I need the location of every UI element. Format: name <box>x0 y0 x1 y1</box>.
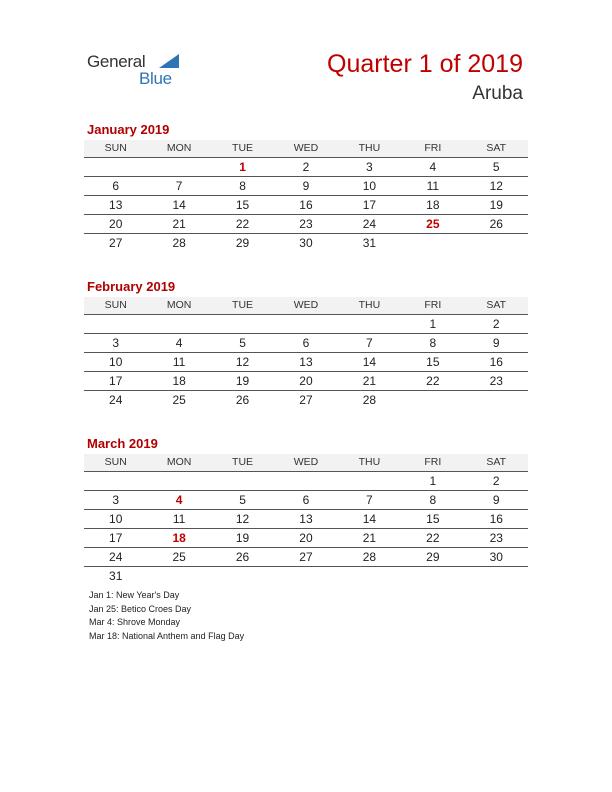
day-cell: 29 <box>235 236 250 250</box>
day-cell: 27 <box>299 393 313 407</box>
day-cell: 9 <box>492 493 500 507</box>
day-cell: 2 <box>492 474 500 488</box>
holiday-day-cell: 1 <box>239 160 246 174</box>
day-cell: 21 <box>362 374 377 388</box>
day-cell: 11 <box>172 355 186 369</box>
weekday-label: SUN <box>104 299 127 311</box>
day-cell: 6 <box>112 179 120 193</box>
week-row <box>84 177 528 196</box>
holiday-notes <box>89 589 244 643</box>
week-row <box>84 215 528 234</box>
month-march <box>84 434 528 585</box>
logo-text-general: General <box>87 52 146 71</box>
weekday-label: MON <box>166 142 192 154</box>
day-cell <box>274 472 337 490</box>
day-cell: 22 <box>426 531 440 545</box>
weekday-label: TUE <box>232 299 254 311</box>
day-cell: 26 <box>235 550 250 564</box>
day-cell: 9 <box>492 336 500 350</box>
month-february <box>84 277 528 409</box>
week-row <box>84 567 528 585</box>
day-cell: 5 <box>239 493 246 507</box>
weekday-label: THU <box>358 142 381 154</box>
day-cell: 25 <box>172 550 186 564</box>
holiday-note: Mar 4: Shrove Monday <box>89 617 181 627</box>
day-cell: 24 <box>109 550 123 564</box>
day-cell: 3 <box>112 336 120 350</box>
weekday-label: WED <box>293 142 319 154</box>
day-cell: 18 <box>426 198 440 212</box>
weekday-label: FRI <box>424 456 442 468</box>
day-cell: 16 <box>299 198 313 212</box>
weekday-label: TUE <box>232 142 254 154</box>
week-row <box>84 391 528 409</box>
month-january <box>84 120 528 252</box>
holiday-note: Mar 18: National Anthem and Flag Day <box>89 630 245 641</box>
country-name: Aruba <box>472 83 523 104</box>
day-cell: 12 <box>235 512 250 526</box>
day-cell: 2 <box>492 317 500 331</box>
weekday-label: TUE <box>232 456 254 468</box>
month-title: January 2019 <box>87 122 170 137</box>
day-cell: 31 <box>109 569 123 583</box>
day-cell: 25 <box>172 393 186 407</box>
day-cell: 10 <box>109 355 123 369</box>
day-cell: 19 <box>489 198 503 212</box>
day-cell: 4 <box>175 336 183 350</box>
day-cell: 12 <box>489 179 503 193</box>
day-cell: 22 <box>426 374 440 388</box>
day-cell: 19 <box>235 531 250 545</box>
day-cell: 20 <box>299 531 313 545</box>
week-row <box>84 158 528 177</box>
day-cell: 6 <box>302 493 310 507</box>
day-cell: 22 <box>235 217 250 231</box>
week-row <box>84 548 528 567</box>
day-cell <box>465 567 528 585</box>
day-cell: 13 <box>299 512 313 526</box>
day-cell <box>338 315 401 333</box>
day-cell <box>147 472 210 490</box>
day-cell <box>211 315 274 333</box>
day-cell: 17 <box>109 374 123 388</box>
day-cell <box>211 567 274 585</box>
day-cell: 28 <box>172 236 186 250</box>
day-cell <box>338 472 401 490</box>
day-cell: 23 <box>489 531 503 545</box>
day-cell: 3 <box>366 160 373 174</box>
weekday-label: THU <box>358 299 381 311</box>
weekday-label: SAT <box>486 299 507 311</box>
weekday-label: SUN <box>104 456 127 468</box>
day-cell <box>147 158 210 176</box>
weekday-label: SUN <box>104 142 127 154</box>
week-row <box>84 510 528 529</box>
weekday-label: SAT <box>486 142 507 154</box>
day-cell: 20 <box>299 374 313 388</box>
day-cell: 26 <box>235 393 250 407</box>
day-cell: 18 <box>172 374 186 388</box>
day-cell: 21 <box>172 217 186 231</box>
day-cell: 26 <box>489 217 503 231</box>
day-cell <box>274 567 337 585</box>
day-cell: 23 <box>299 217 313 231</box>
day-cell <box>401 234 464 252</box>
generalblue-logo <box>87 52 197 92</box>
day-cell: 11 <box>426 179 440 193</box>
holiday-day-cell: 25 <box>426 217 440 231</box>
day-cell <box>338 567 401 585</box>
day-cell: 7 <box>366 336 373 350</box>
day-cell: 31 <box>362 236 377 250</box>
day-cell: 20 <box>109 217 123 231</box>
day-cell: 5 <box>239 336 246 350</box>
day-cell: 15 <box>235 198 250 212</box>
month-title: March 2019 <box>87 436 158 451</box>
week-row <box>84 472 528 491</box>
day-cell <box>84 158 147 176</box>
day-cell <box>401 567 464 585</box>
weekday-label: MON <box>166 299 192 311</box>
day-cell <box>147 315 210 333</box>
day-cell: 11 <box>172 512 186 526</box>
day-cell: 27 <box>299 550 313 564</box>
page-title: Quarter 1 of 2019 <box>327 50 523 78</box>
weekday-label: SAT <box>486 456 507 468</box>
day-cell: 17 <box>109 531 123 545</box>
day-cell: 19 <box>235 374 250 388</box>
logo-triangle-icon <box>159 54 179 68</box>
weekday-label: FRI <box>424 299 442 311</box>
weekday-header-row <box>84 140 528 158</box>
day-cell <box>465 391 528 409</box>
day-cell: 10 <box>109 512 123 526</box>
holiday-day-cell: 18 <box>172 531 186 545</box>
day-cell: 29 <box>426 550 440 564</box>
week-row <box>84 315 528 334</box>
holiday-day-cell: 4 <box>175 493 183 507</box>
day-cell: 27 <box>109 236 123 250</box>
week-row <box>84 196 528 215</box>
day-cell <box>401 391 464 409</box>
day-cell: 13 <box>109 198 123 212</box>
day-cell: 3 <box>112 493 120 507</box>
day-cell: 21 <box>362 531 377 545</box>
logo-text-blue: Blue <box>139 69 172 88</box>
week-row <box>84 334 528 353</box>
day-cell: 24 <box>109 393 123 407</box>
day-cell <box>211 472 274 490</box>
month-title: February 2019 <box>87 279 176 294</box>
day-cell: 30 <box>489 550 503 564</box>
week-row <box>84 234 528 252</box>
day-cell: 7 <box>175 179 183 193</box>
day-cell: 8 <box>239 179 246 193</box>
weekday-label: WED <box>293 299 319 311</box>
day-cell: 28 <box>362 393 377 407</box>
day-cell: 7 <box>366 493 373 507</box>
day-cell <box>147 567 210 585</box>
weekday-header-row <box>84 297 528 315</box>
weekday-label: WED <box>293 456 319 468</box>
day-cell: 30 <box>299 236 313 250</box>
weekday-label: MON <box>166 456 192 468</box>
day-cell: 24 <box>362 217 377 231</box>
weekday-label: THU <box>358 456 381 468</box>
day-cell: 8 <box>429 336 437 350</box>
day-cell: 1 <box>429 317 437 331</box>
week-row <box>84 353 528 372</box>
day-cell <box>84 315 147 333</box>
day-cell <box>465 234 528 252</box>
day-cell: 14 <box>362 512 377 526</box>
day-cell: 1 <box>429 474 437 488</box>
weekday-header-row <box>84 454 528 472</box>
day-cell: 13 <box>299 355 313 369</box>
day-cell: 23 <box>489 374 503 388</box>
day-cell: 5 <box>492 160 500 174</box>
weekday-label: FRI <box>424 142 442 154</box>
day-cell: 14 <box>172 198 186 212</box>
day-cell <box>274 315 337 333</box>
day-cell: 8 <box>429 493 437 507</box>
day-cell: 16 <box>489 355 503 369</box>
holiday-note: Jan 25: Betico Croes Day <box>89 603 192 614</box>
week-row <box>84 491 528 510</box>
day-cell: 28 <box>362 550 377 564</box>
day-cell: 16 <box>489 512 503 526</box>
day-cell: 6 <box>302 336 310 350</box>
day-cell: 10 <box>362 179 377 193</box>
day-cell: 17 <box>362 198 377 212</box>
day-cell: 15 <box>426 355 440 369</box>
day-cell: 14 <box>362 355 377 369</box>
day-cell: 4 <box>429 160 437 174</box>
day-cell: 12 <box>235 355 250 369</box>
day-cell <box>84 472 147 490</box>
day-cell: 9 <box>302 179 310 193</box>
week-row <box>84 529 528 548</box>
holiday-note: Jan 1: New Year's Day <box>89 590 180 600</box>
week-row <box>84 372 528 391</box>
day-cell: 15 <box>426 512 440 526</box>
day-cell: 2 <box>302 160 310 174</box>
